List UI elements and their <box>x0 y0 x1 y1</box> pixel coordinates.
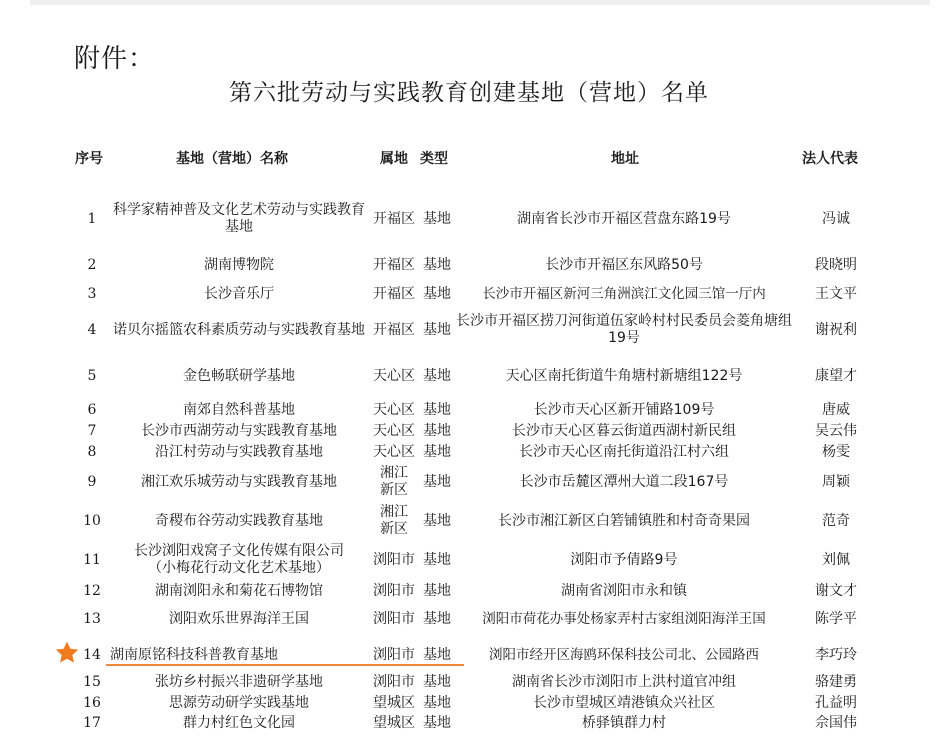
header-type: 类型 <box>420 151 448 167</box>
row-representative: 谢文才 <box>815 582 857 599</box>
row-type: 基地 <box>423 443 451 460</box>
row-district: 浏阳市 <box>373 646 415 663</box>
table-row <box>0 713 938 733</box>
row-no: 1 <box>87 210 97 227</box>
row-name: 浏阳欢乐世界海洋王国 <box>169 610 309 627</box>
row-name-cell <box>108 541 370 579</box>
row-no: 13 <box>83 610 101 627</box>
document-title: 第六批劳动与实践教育创建基地（营地）名单 <box>229 80 709 106</box>
row-representative: 康望才 <box>815 367 857 384</box>
row-representative: 杨雯 <box>822 443 850 460</box>
row-name: 湖南原铭科技科普教育基地 <box>110 646 278 663</box>
row-type: 基地 <box>423 285 451 302</box>
row-representative: 周颖 <box>822 473 850 490</box>
row-district: 浏阳市 <box>373 551 415 568</box>
row-representative: 唐威 <box>822 401 850 418</box>
table-row <box>0 200 938 238</box>
row-address: 湖南省浏阳市永和镇 <box>561 582 687 599</box>
row-district: 天心区 <box>373 443 415 460</box>
table-row <box>0 400 938 420</box>
row-representative: 陈学平 <box>815 610 857 627</box>
row-type: 基地 <box>423 321 451 338</box>
row-address: 浏阳市荷花办事处杨家弄村古家组浏阳海洋王国 <box>482 610 766 627</box>
row-representative: 冯诚 <box>822 210 850 227</box>
row-no: 8 <box>87 443 97 460</box>
star-icon <box>54 640 80 666</box>
row-name: 湖南浏阳永和菊花石博物馆 <box>155 582 323 599</box>
attachment-label: 附件： <box>74 44 156 74</box>
row-district: 望城区 <box>373 714 415 731</box>
row-type: 基地 <box>423 473 451 490</box>
table-row <box>0 672 938 692</box>
row-type: 基地 <box>423 714 451 731</box>
row-district: 开福区 <box>373 285 415 302</box>
row-type: 基地 <box>423 422 451 439</box>
row-no: 5 <box>87 367 97 384</box>
row-district: 天心区 <box>373 367 415 384</box>
row-no: 9 <box>87 473 97 490</box>
table-row <box>0 284 938 304</box>
row-representative: 谢祝利 <box>815 321 857 338</box>
row-district: 湘江新区 <box>380 504 408 537</box>
row-name: 沿江村劳动与实践教育基地 <box>155 443 323 460</box>
row-district: 开福区 <box>373 256 415 273</box>
table-row <box>0 502 938 540</box>
row-no: 15 <box>83 673 101 690</box>
row-name: 科学家精神普及文化艺术劳动与实践教育基地 <box>113 202 365 235</box>
header-name: 基地（营地）名称 <box>176 151 288 167</box>
row-representative: 骆建勇 <box>815 673 857 690</box>
row-district: 开福区 <box>373 210 415 227</box>
row-no: 12 <box>83 582 101 599</box>
row-address: 长沙市开福区新河三角洲滨江文化园三馆一厅内 <box>482 285 766 302</box>
row-address: 长沙市岳麓区潭州大道二段167号 <box>519 473 729 490</box>
row-name: 南郊自然科普基地 <box>183 401 295 418</box>
table-row <box>0 463 938 501</box>
row-representative: 李巧玲 <box>815 646 857 663</box>
row-representative: 刘佩 <box>822 551 850 568</box>
header-district: 属地 <box>380 151 408 167</box>
row-name: 湖南博物院 <box>204 256 274 273</box>
row-name: 长沙音乐厅 <box>204 285 274 302</box>
star-icon-svg <box>54 640 80 666</box>
table-row <box>0 255 938 275</box>
row-name: 思源劳动研学实践基地 <box>169 694 309 711</box>
row-address: 长沙市天心区南托街道沿江村六组 <box>519 443 729 460</box>
row-district: 浏阳市 <box>373 673 415 690</box>
header-no: 序号 <box>75 151 103 167</box>
row-district: 望城区 <box>373 694 415 711</box>
table-row <box>0 421 938 441</box>
row-district: 天心区 <box>373 422 415 439</box>
row-district: 浏阳市 <box>373 610 415 627</box>
row-name: 诺贝尔摇篮农科素质劳动与实践教育基地 <box>113 321 365 338</box>
row-no: 16 <box>83 694 101 711</box>
table-row <box>0 693 938 713</box>
row-district: 浏阳市 <box>373 582 415 599</box>
row-address: 长沙市天心区新开铺路109号 <box>533 401 715 418</box>
row-name: 湘江欢乐城劳动与实践教育基地 <box>141 473 337 490</box>
highlight-underline <box>106 664 464 666</box>
row-type: 基地 <box>423 673 451 690</box>
header-address: 地址 <box>611 151 639 167</box>
row-name: 金色畅联研学基地 <box>183 367 295 384</box>
table-row <box>0 311 938 349</box>
row-address: 浏阳市予倩路9号 <box>570 551 678 568</box>
row-representative: 吴云伟 <box>815 422 857 439</box>
row-type: 基地 <box>423 512 451 529</box>
table-row-highlighted <box>0 645 938 665</box>
top-scroll-edge <box>30 0 930 5</box>
row-name: 长沙浏阳戏窝子文化传媒有限公司（小梅花行动文化艺术基地） <box>134 543 344 576</box>
row-name: 群力村红色文化园 <box>183 714 295 731</box>
row-address: 长沙市开福区捞刀河街道伍家岭村村民委员会菱角塘组19号 <box>456 313 792 346</box>
row-district-cell <box>368 502 420 540</box>
row-type: 基地 <box>423 210 451 227</box>
row-no: 11 <box>83 551 101 568</box>
row-address: 桥驿镇群力村 <box>582 714 666 731</box>
row-no: 10 <box>83 512 101 529</box>
row-no: 14 <box>83 646 101 663</box>
row-district-cell <box>368 463 420 501</box>
row-type: 基地 <box>423 367 451 384</box>
row-type: 基地 <box>423 582 451 599</box>
row-type: 基地 <box>423 256 451 273</box>
row-representative: 佘国伟 <box>815 714 857 731</box>
header-representative: 法人代表 <box>802 151 858 167</box>
row-type: 基地 <box>423 401 451 418</box>
row-district: 开福区 <box>373 321 415 338</box>
table-row <box>0 581 938 601</box>
row-address: 湖南省长沙市开福区营盘东路19号 <box>517 210 731 227</box>
row-name-cell <box>108 200 370 238</box>
row-name: 长沙市西湖劳动与实践教育基地 <box>141 422 337 439</box>
row-name: 张坊乡村振兴非遗研学基地 <box>155 673 323 690</box>
row-address: 长沙市湘江新区白箬铺镇胜和村奇奇果园 <box>498 512 750 529</box>
row-name-cell <box>108 311 370 349</box>
row-address: 长沙市开福区东风路50号 <box>545 256 703 273</box>
row-type: 基地 <box>423 646 451 663</box>
row-address: 天心区南托街道牛角塘村新塘组122号 <box>505 367 743 384</box>
row-no: 4 <box>87 321 97 338</box>
row-no: 17 <box>83 714 101 731</box>
row-no: 6 <box>87 401 97 418</box>
row-no: 2 <box>87 256 97 273</box>
row-address: 长沙市天心区暮云街道西湖村新民组 <box>512 422 736 439</box>
row-address: 湖南省长沙市浏阳市上洪村道官冲组 <box>512 673 736 690</box>
row-representative: 王文平 <box>815 285 857 302</box>
row-district: 天心区 <box>373 401 415 418</box>
row-address: 浏阳市经开区海鸥环保科技公司北、公园路西 <box>489 646 759 663</box>
row-name: 奇稷布谷劳动实践教育基地 <box>155 512 323 529</box>
row-district: 湘江新区 <box>380 465 408 498</box>
row-address-cell <box>454 311 794 349</box>
table-row <box>0 609 938 629</box>
row-representative: 孔益明 <box>815 694 857 711</box>
row-no: 7 <box>87 422 97 439</box>
table-row <box>0 366 938 386</box>
row-type: 基地 <box>423 551 451 568</box>
row-no: 3 <box>87 285 97 302</box>
row-type: 基地 <box>423 694 451 711</box>
table-row <box>0 541 938 579</box>
row-representative: 段晓明 <box>815 256 857 273</box>
table-row <box>0 442 938 462</box>
row-type: 基地 <box>423 610 451 627</box>
row-address: 长沙市望城区靖港镇众兴社区 <box>533 694 715 711</box>
row-representative: 范奇 <box>822 512 850 529</box>
